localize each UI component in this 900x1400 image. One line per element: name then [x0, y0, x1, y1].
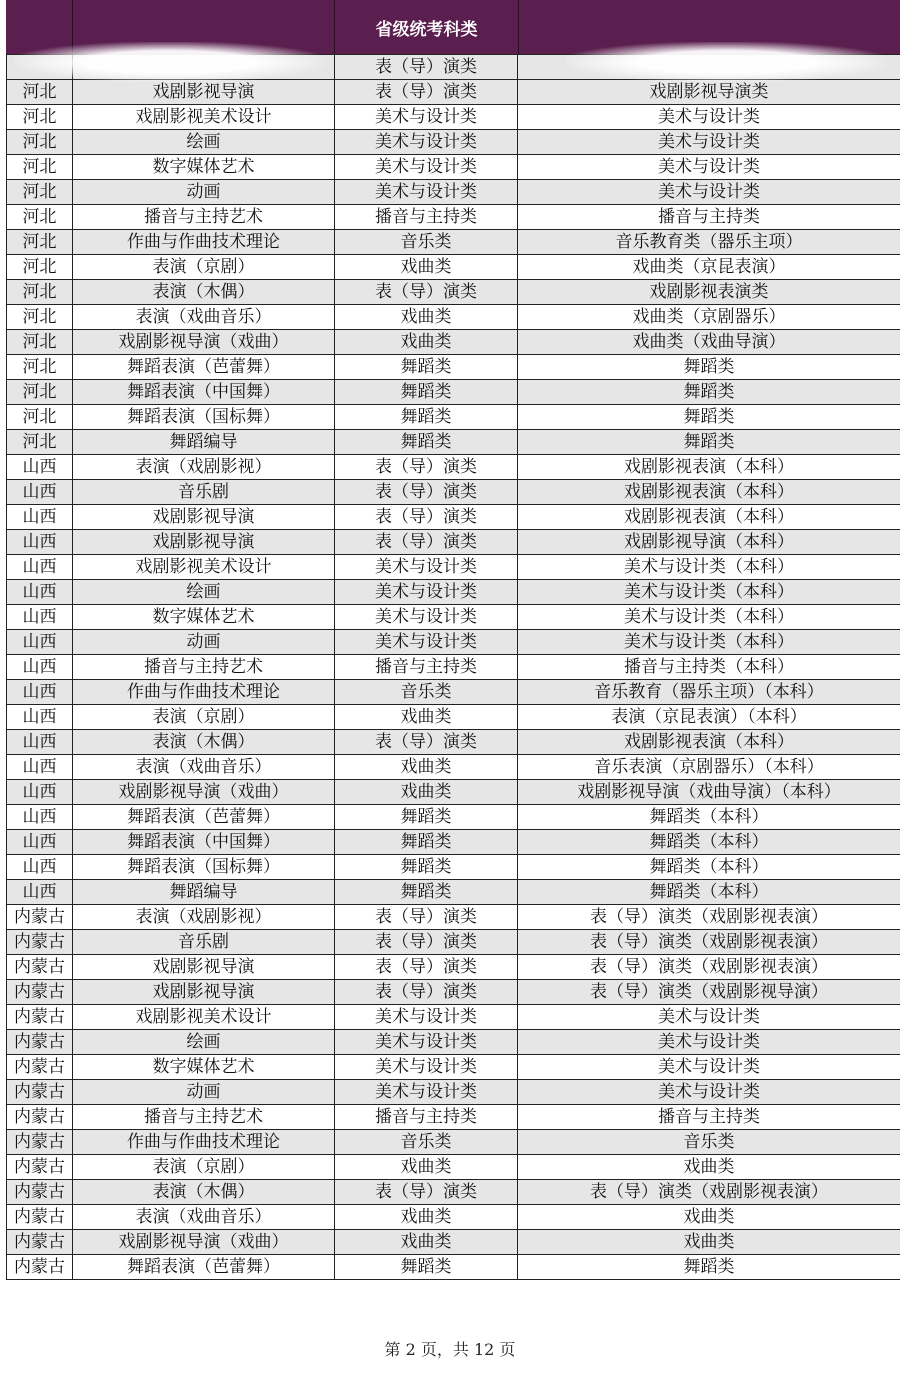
category-cell: 美术与设计类	[335, 1055, 518, 1080]
major-cell: 戏剧影视导演	[73, 80, 335, 105]
province-cell: 山西	[7, 580, 73, 605]
province-cell: 河北	[7, 305, 73, 330]
province-cell: 河北	[7, 80, 73, 105]
province-cell	[7, 55, 73, 80]
major-cell: 舞蹈表演（芭蕾舞）	[73, 805, 335, 830]
school-category-cell: 戏曲类	[518, 1205, 900, 1230]
province-cell: 河北	[7, 130, 73, 155]
category-cell: 音乐类	[335, 680, 518, 705]
table-row	[7, 580, 900, 605]
province-cell: 山西	[7, 730, 73, 755]
table-row	[7, 930, 900, 955]
school-category-cell: 戏剧影视表演（本科）	[518, 505, 900, 530]
category-cell: 表（导）演类	[335, 905, 518, 930]
school-category-cell: 表（导）演类（戏剧影视表演）	[518, 905, 900, 930]
major-cell: 绘画	[73, 1030, 335, 1055]
major-cell: 舞蹈表演（芭蕾舞）	[73, 1255, 335, 1280]
table-row	[7, 330, 900, 355]
school-category-cell: 美术与设计类	[518, 105, 900, 130]
category-cell: 戏曲类	[335, 1230, 518, 1255]
major-cell: 戏剧影视美术设计	[73, 555, 335, 580]
header-cell-province	[6, 0, 73, 54]
school-category-cell: 戏剧影视表演（本科）	[518, 730, 900, 755]
table-row	[7, 430, 900, 455]
province-cell: 山西	[7, 630, 73, 655]
province-cell: 内蒙古	[7, 1155, 73, 1180]
category-cell: 表（导）演类	[335, 530, 518, 555]
category-cell: 舞蹈类	[335, 855, 518, 880]
category-cell: 表（导）演类	[335, 55, 518, 80]
category-cell: 播音与主持类	[335, 205, 518, 230]
table-row	[7, 655, 900, 680]
province-cell: 山西	[7, 555, 73, 580]
major-cell: 数字媒体艺术	[73, 1055, 335, 1080]
school-category-cell: 美术与设计类（本科）	[518, 605, 900, 630]
table-row	[7, 205, 900, 230]
major-cell: 数字媒体艺术	[73, 155, 335, 180]
category-cell: 美术与设计类	[335, 130, 518, 155]
school-category-cell	[518, 55, 900, 80]
major-cell: 舞蹈表演（中国舞）	[73, 380, 335, 405]
category-cell: 戏曲类	[335, 1155, 518, 1180]
category-cell: 舞蹈类	[335, 1255, 518, 1280]
category-cell: 戏曲类	[335, 1205, 518, 1230]
category-cell: 美术与设计类	[335, 605, 518, 630]
province-cell: 河北	[7, 155, 73, 180]
table-row	[7, 1230, 900, 1255]
table-header	[6, 0, 900, 54]
category-cell: 美术与设计类	[335, 630, 518, 655]
table-row	[7, 280, 900, 305]
school-category-cell: 美术与设计类	[518, 130, 900, 155]
table-row	[7, 530, 900, 555]
table-row	[7, 130, 900, 155]
table-row	[7, 805, 900, 830]
table-row	[7, 455, 900, 480]
category-cell: 美术与设计类	[335, 580, 518, 605]
province-cell: 河北	[7, 255, 73, 280]
table-row	[7, 905, 900, 930]
category-cell: 舞蹈类	[335, 880, 518, 905]
major-cell: 表演（戏曲音乐）	[73, 755, 335, 780]
table-row	[7, 680, 900, 705]
major-cell: 戏剧影视美术设计	[73, 1005, 335, 1030]
category-cell: 表（导）演类	[335, 980, 518, 1005]
major-cell: 戏剧影视导演	[73, 980, 335, 1005]
school-category-cell: 音乐教育类（器乐主项）	[518, 230, 900, 255]
table-row	[7, 1005, 900, 1030]
table-row	[7, 230, 900, 255]
province-cell: 山西	[7, 655, 73, 680]
category-cell: 美术与设计类	[335, 155, 518, 180]
province-cell: 内蒙古	[7, 1105, 73, 1130]
category-cell: 表（导）演类	[335, 730, 518, 755]
table-row	[7, 480, 900, 505]
major-cell: 动画	[73, 180, 335, 205]
category-cell: 戏曲类	[335, 305, 518, 330]
school-category-cell: 戏曲类（京剧器乐）	[518, 305, 900, 330]
category-cell: 美术与设计类	[335, 1080, 518, 1105]
province-cell: 河北	[7, 105, 73, 130]
table-row	[7, 1155, 900, 1180]
major-cell: 动画	[73, 1080, 335, 1105]
province-cell: 山西	[7, 480, 73, 505]
school-category-cell: 播音与主持类（本科）	[518, 655, 900, 680]
school-category-cell: 舞蹈类（本科）	[518, 880, 900, 905]
category-cell: 表（导）演类	[335, 455, 518, 480]
major-cell: 表演（戏曲音乐）	[73, 1205, 335, 1230]
school-category-cell: 戏剧影视导演类	[518, 80, 900, 105]
province-cell: 内蒙古	[7, 1005, 73, 1030]
category-cell: 表（导）演类	[335, 955, 518, 980]
school-category-cell: 表（导）演类（戏剧影视表演）	[518, 955, 900, 980]
province-cell: 河北	[7, 405, 73, 430]
major-cell: 表演（木偶）	[73, 280, 335, 305]
page-number: 第 2 页，共 12 页	[384, 1340, 516, 1359]
category-cell: 美术与设计类	[335, 1005, 518, 1030]
table-row	[7, 305, 900, 330]
major-cell: 音乐剧	[73, 480, 335, 505]
school-category-cell: 戏剧影视表演（本科）	[518, 455, 900, 480]
major-cell: 表演（京剧）	[73, 1155, 335, 1180]
major-cell: 戏剧影视导演（戏曲）	[73, 330, 335, 355]
table-row	[7, 1205, 900, 1230]
province-cell: 山西	[7, 830, 73, 855]
table-row	[7, 1080, 900, 1105]
school-category-cell: 播音与主持类	[518, 1105, 900, 1130]
major-cell: 戏剧影视美术设计	[73, 105, 335, 130]
major-cell: 舞蹈表演（国标舞）	[73, 405, 335, 430]
category-cell: 表（导）演类	[335, 80, 518, 105]
table-row	[7, 405, 900, 430]
table-row	[7, 830, 900, 855]
major-cell: 舞蹈表演（中国舞）	[73, 830, 335, 855]
school-category-cell: 美术与设计类（本科）	[518, 555, 900, 580]
majors-table	[6, 54, 900, 1280]
table-row	[7, 555, 900, 580]
province-cell: 河北	[7, 205, 73, 230]
table-row	[7, 155, 900, 180]
document-page	[6, 0, 900, 1280]
table-row	[7, 730, 900, 755]
major-cell: 作曲与作曲技术理论	[73, 230, 335, 255]
table-row	[7, 1255, 900, 1280]
table-row	[7, 955, 900, 980]
province-cell: 山西	[7, 855, 73, 880]
table-body	[7, 55, 900, 1280]
major-cell: 舞蹈编导	[73, 880, 335, 905]
province-cell: 河北	[7, 380, 73, 405]
school-category-cell: 美术与设计类（本科）	[518, 580, 900, 605]
province-cell: 河北	[7, 430, 73, 455]
category-cell: 戏曲类	[335, 780, 518, 805]
major-cell: 播音与主持艺术	[73, 655, 335, 680]
major-cell: 表演（木偶）	[73, 1180, 335, 1205]
province-cell: 河北	[7, 230, 73, 255]
category-cell: 戏曲类	[335, 255, 518, 280]
major-cell: 表演（戏剧影视）	[73, 905, 335, 930]
school-category-cell: 舞蹈类（本科）	[518, 830, 900, 855]
province-cell: 河北	[7, 355, 73, 380]
school-category-cell: 表（导）演类（戏剧影视表演）	[518, 930, 900, 955]
province-cell: 山西	[7, 680, 73, 705]
category-cell: 舞蹈类	[335, 380, 518, 405]
school-category-cell: 戏剧影视表演类	[518, 280, 900, 305]
major-cell: 数字媒体艺术	[73, 605, 335, 630]
header-cell-category: 省级统考科类	[335, 0, 519, 54]
province-cell: 内蒙古	[7, 905, 73, 930]
province-cell: 山西	[7, 455, 73, 480]
school-category-cell: 戏曲类（戏曲导演）	[518, 330, 900, 355]
major-cell: 表演（京剧）	[73, 255, 335, 280]
province-cell: 河北	[7, 330, 73, 355]
school-category-cell: 播音与主持类	[518, 205, 900, 230]
table-row	[7, 55, 900, 80]
category-cell: 播音与主持类	[335, 1105, 518, 1130]
province-cell: 山西	[7, 780, 73, 805]
school-category-cell: 音乐类	[518, 1130, 900, 1155]
category-cell: 舞蹈类	[335, 430, 518, 455]
school-category-cell: 表（导）演类（戏剧影视表演）	[518, 1180, 900, 1205]
province-cell: 山西	[7, 505, 73, 530]
table-row	[7, 255, 900, 280]
province-cell: 内蒙古	[7, 955, 73, 980]
major-cell: 表演（戏剧影视）	[73, 455, 335, 480]
province-cell: 内蒙古	[7, 1080, 73, 1105]
category-cell: 舞蹈类	[335, 355, 518, 380]
category-cell: 美术与设计类	[335, 105, 518, 130]
school-category-cell: 戏剧影视导演（本科）	[518, 530, 900, 555]
category-cell: 美术与设计类	[335, 1030, 518, 1055]
table-row	[7, 780, 900, 805]
table-row	[7, 180, 900, 205]
province-cell: 内蒙古	[7, 1230, 73, 1255]
province-cell: 内蒙古	[7, 980, 73, 1005]
major-cell: 舞蹈表演（芭蕾舞）	[73, 355, 335, 380]
major-cell: 戏剧影视导演	[73, 955, 335, 980]
category-cell: 戏曲类	[335, 330, 518, 355]
major-cell: 戏剧影视导演	[73, 505, 335, 530]
major-cell: 戏剧影视导演（戏曲）	[73, 1230, 335, 1255]
school-category-cell: 音乐教育（器乐主项）（本科）	[518, 680, 900, 705]
major-cell: 作曲与作曲技术理论	[73, 1130, 335, 1155]
category-cell: 表（导）演类	[335, 505, 518, 530]
province-cell: 内蒙古	[7, 1055, 73, 1080]
category-cell: 美术与设计类	[335, 555, 518, 580]
table-row	[7, 380, 900, 405]
category-cell: 播音与主持类	[335, 655, 518, 680]
province-cell: 内蒙古	[7, 1030, 73, 1055]
school-category-cell: 舞蹈类	[518, 355, 900, 380]
category-cell: 表（导）演类	[335, 930, 518, 955]
school-category-cell: 美术与设计类	[518, 1055, 900, 1080]
province-cell: 内蒙古	[7, 1130, 73, 1155]
school-category-cell: 音乐表演（京剧器乐）（本科）	[518, 755, 900, 780]
major-cell: 音乐剧	[73, 930, 335, 955]
table-row	[7, 355, 900, 380]
province-cell: 河北	[7, 280, 73, 305]
school-category-cell: 美术与设计类	[518, 180, 900, 205]
major-cell: 播音与主持艺术	[73, 1105, 335, 1130]
school-category-cell: 舞蹈类（本科）	[518, 855, 900, 880]
category-cell: 表（导）演类	[335, 1180, 518, 1205]
province-cell: 山西	[7, 605, 73, 630]
school-category-cell: 表（导）演类（戏剧影视导演）	[518, 980, 900, 1005]
table-row	[7, 1130, 900, 1155]
province-cell: 内蒙古	[7, 1180, 73, 1205]
table-row	[7, 1030, 900, 1055]
school-category-cell: 美术与设计类	[518, 1030, 900, 1055]
province-cell: 内蒙古	[7, 1205, 73, 1230]
category-cell: 美术与设计类	[335, 180, 518, 205]
category-cell: 音乐类	[335, 1130, 518, 1155]
table-row	[7, 605, 900, 630]
table-row	[7, 105, 900, 130]
province-cell: 内蒙古	[7, 930, 73, 955]
major-cell: 作曲与作曲技术理论	[73, 680, 335, 705]
major-cell: 戏剧影视导演（戏曲）	[73, 780, 335, 805]
category-cell: 舞蹈类	[335, 805, 518, 830]
province-cell: 山西	[7, 880, 73, 905]
table-row	[7, 505, 900, 530]
table-row	[7, 705, 900, 730]
header-cell-school-category	[519, 0, 900, 54]
school-category-cell: 舞蹈类	[518, 380, 900, 405]
school-category-cell: 美术与设计类	[518, 1005, 900, 1030]
table-row	[7, 80, 900, 105]
category-cell: 舞蹈类	[335, 830, 518, 855]
school-category-cell: 美术与设计类（本科）	[518, 630, 900, 655]
table-row	[7, 755, 900, 780]
major-cell	[73, 55, 335, 80]
school-category-cell: 舞蹈类	[518, 1255, 900, 1280]
category-cell: 表（导）演类	[335, 480, 518, 505]
category-cell: 戏曲类	[335, 705, 518, 730]
province-cell: 山西	[7, 530, 73, 555]
school-category-cell: 戏曲类（京昆表演）	[518, 255, 900, 280]
school-category-cell: 戏曲类	[518, 1155, 900, 1180]
category-cell: 戏曲类	[335, 755, 518, 780]
table-row	[7, 1055, 900, 1080]
category-cell: 音乐类	[335, 230, 518, 255]
major-cell: 动画	[73, 630, 335, 655]
major-cell: 舞蹈编导	[73, 430, 335, 455]
school-category-cell: 舞蹈类（本科）	[518, 805, 900, 830]
school-category-cell: 美术与设计类	[518, 155, 900, 180]
school-category-cell: 舞蹈类	[518, 430, 900, 455]
major-cell: 绘画	[73, 580, 335, 605]
table-row	[7, 855, 900, 880]
category-cell: 表（导）演类	[335, 280, 518, 305]
school-category-cell: 美术与设计类	[518, 1080, 900, 1105]
school-category-cell: 戏剧影视导演（戏曲导演）（本科）	[518, 780, 900, 805]
table-row	[7, 880, 900, 905]
province-cell: 山西	[7, 705, 73, 730]
major-cell: 表演（戏曲音乐）	[73, 305, 335, 330]
province-cell: 河北	[7, 180, 73, 205]
province-cell: 山西	[7, 805, 73, 830]
school-category-cell: 戏曲类	[518, 1230, 900, 1255]
major-cell: 表演（京剧）	[73, 705, 335, 730]
school-category-cell: 舞蹈类	[518, 405, 900, 430]
major-cell: 绘画	[73, 130, 335, 155]
table-row	[7, 1105, 900, 1130]
major-cell: 播音与主持艺术	[73, 205, 335, 230]
major-cell: 戏剧影视导演	[73, 530, 335, 555]
table-row	[7, 980, 900, 1005]
province-cell: 山西	[7, 755, 73, 780]
major-cell: 表演（木偶）	[73, 730, 335, 755]
school-category-cell: 表演（京昆表演）（本科）	[518, 705, 900, 730]
category-cell: 舞蹈类	[335, 405, 518, 430]
table-row	[7, 1180, 900, 1205]
school-category-cell: 戏剧影视表演（本科）	[518, 480, 900, 505]
province-cell: 内蒙古	[7, 1255, 73, 1280]
table-row	[7, 630, 900, 655]
major-cell: 舞蹈表演（国标舞）	[73, 855, 335, 880]
header-cell-major	[73, 0, 335, 54]
